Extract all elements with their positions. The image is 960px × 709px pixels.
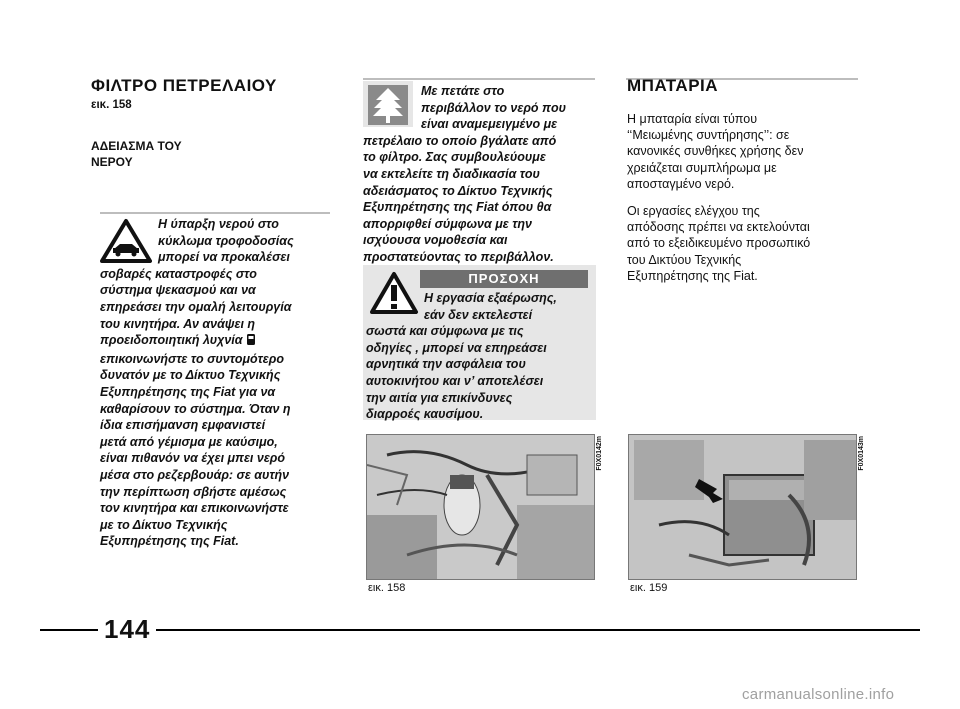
env-line: πετρέλαιο το οποίο βγάλατε από (363, 133, 557, 148)
section-title-battery: ΜΠΑΤΑΡΙΑ (627, 76, 719, 95)
warning-line: με το Δίκτυο Τεχνικής (100, 517, 228, 532)
photo-code: F0X0142m (596, 436, 603, 471)
caution-text (366, 290, 594, 423)
warning-line: Εξυπηρέτησης της Fiat για να (100, 384, 276, 399)
environment-note-text (363, 83, 603, 266)
text-line: χρειάζεται συμπλήρωμα με (627, 160, 777, 175)
warning-line: τον κινητήρα και επικοινωνήστε (100, 501, 289, 516)
figure-reference: εικ. 158 (91, 99, 132, 111)
text-line: Εξυπηρέτησης της Fiat. (627, 268, 758, 283)
warning-line (100, 332, 340, 351)
battery-paragraph-2 (627, 203, 867, 284)
caution-line: οδηγίες , μπορεί να επηρεάσει (366, 340, 547, 355)
battery-paragraph-1 (627, 111, 867, 192)
text-line: Οι εργασίες ελέγχου της (627, 204, 760, 218)
warning-line: μέσα στο ρεζερβουάρ: σε αυτήν (100, 467, 290, 482)
env-line: προστατεύοντας το περιβάλλον. (363, 249, 554, 264)
text-line: αποσταγμένο νερό. (627, 176, 735, 191)
caution-line: αυτοκινήτου και ν’ αποτελέσει (366, 373, 544, 388)
photo-caption: εικ. 159 (630, 582, 668, 594)
env-line: Με πετάτε στο (421, 84, 505, 98)
warning-line: επικοινωνήστε το συντομότερο (100, 351, 284, 366)
caution-line: εάν δεν εκτελεστεί (424, 307, 533, 322)
engine-fuel-filter-photo (366, 434, 595, 580)
warning-line: Η ύπαρξη νερού στο (158, 217, 279, 231)
caution-line: διαρροές καυσίμου. (366, 407, 484, 422)
env-line: αδειάσματος το Δίκτυο Τεχνικής (363, 183, 553, 198)
warning-line: δυνατόν με το Δίκτυο Τεχνικής (100, 368, 281, 383)
warning-line: σοβαρές καταστροφές στο (100, 266, 257, 281)
water-in-fuel-lamp-icon (246, 333, 256, 351)
text-line: ‘‘Μειωμένης συντήρησης’’: σε (627, 128, 790, 143)
warning-line: του κινητήρα. Αν ανάψει η (100, 316, 256, 331)
warning-line: επηρεάσει την ομαλή λειτουργία (100, 299, 292, 314)
env-note-top-rule (363, 78, 595, 80)
caution-line: αρνητικά την ασφάλεια του (366, 357, 526, 372)
env-line: Εξυπηρέτησης της Fiat όπου θα (363, 200, 552, 215)
env-line: περιβάλλον το νερό που (421, 100, 566, 115)
caution-badge: ΠΡΟΣΟΧΗ (420, 270, 588, 288)
warning-line: την περίπτωση σβήστε αμέσως (100, 484, 287, 499)
section-title-fuel-filter: ΦΙΛΤΡΟ ΠΕΤΡΕΛΑΙΟΥ (91, 76, 277, 95)
warning-line-text: προειδοποιητική λυχνία (100, 333, 243, 348)
watermark-text: carmanualsonline.info (742, 686, 895, 703)
warning-line: Εξυπηρέτησης της Fiat. (100, 534, 239, 549)
subsection-title (91, 138, 182, 170)
warning-line: καθαρίσουν το σύστημα. Όταν η (100, 401, 291, 416)
warning-line: κύκλωμα τροφοδοσίας (158, 233, 294, 248)
env-line: απορριφθεί σύμφωνα με την (363, 216, 532, 231)
water-warning-text (100, 216, 340, 550)
env-line: το φίλτρο. Σας συμβουλεύουμε (363, 150, 546, 165)
text-line: απόδοσης πρέπει να εκτελούνται (627, 220, 810, 235)
warning-line: σύστημα ψεκασμού και να (100, 283, 256, 298)
page-footer-rule (40, 629, 920, 631)
battery-photo (628, 434, 857, 580)
text-line: Η μπαταρία είναι τύπου (627, 112, 758, 126)
warning-line: είναι πιθανόν να έχει μπει νερό (100, 451, 286, 466)
caution-line: Η εργασία εξαέρωσης, (424, 291, 557, 305)
caution-line: σωστά και σύμφωνα με τις (366, 324, 524, 339)
env-line: ισχύουσα νομοθεσία και (363, 233, 508, 248)
page-number: 144 (98, 614, 156, 645)
subsection-title-line: ΝΕΡΟΥ (91, 155, 133, 169)
subsection-title-line: ΑΔΕΙΑΣΜΑ ΤΟΥ (91, 139, 182, 153)
warning-line: ίδια επισήμανση εμφανιστεί (100, 418, 266, 433)
caution-line: την αιτία για επικίνδυνες (366, 390, 513, 405)
photo-caption: εικ. 158 (368, 582, 406, 594)
env-line: να εκτελείτε τη διαδικασία του (363, 166, 540, 181)
warning-line: μπορεί να προκαλέσει (158, 250, 290, 265)
text-line: του Δικτύου Τεχνικής (627, 252, 742, 267)
photo-code: F0X0143m (858, 436, 865, 471)
warning-top-rule (100, 212, 330, 214)
text-line: κανονικές συνθήκες χρήσης δεν (627, 144, 804, 159)
warning-line: μετά από γέμισμα με καύσιμο, (100, 434, 278, 449)
text-line: από το εξειδικευμένο προσωπικό (627, 236, 811, 251)
env-line: είναι αναμεμειγμένο με (421, 117, 558, 132)
